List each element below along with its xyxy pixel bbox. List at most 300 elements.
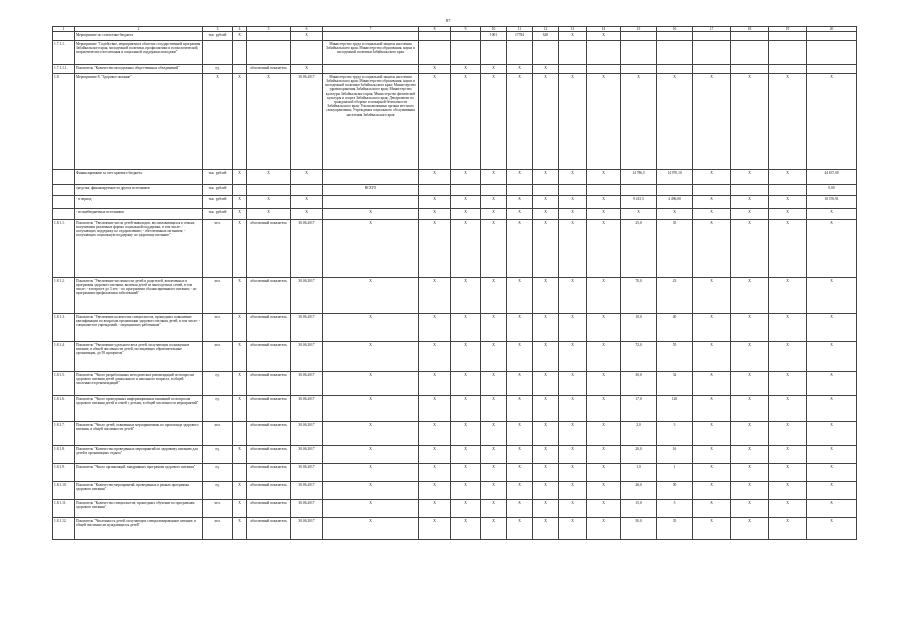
table-cell: Х xyxy=(233,209,247,220)
table-cell: Х xyxy=(731,170,769,185)
table-cell: 10 376,91 xyxy=(807,196,857,209)
table-cell: Х xyxy=(507,500,533,518)
table-cell: Х xyxy=(481,278,507,314)
table-cell: Х xyxy=(323,464,419,482)
table-cell: Х xyxy=(731,464,769,482)
table-cell: тыс. рублей xyxy=(203,185,233,196)
table-cell: абсолютный показатель xyxy=(247,446,291,464)
table-cell: Х xyxy=(587,372,621,396)
table-cell: Х xyxy=(233,446,247,464)
table-cell: Х xyxy=(507,314,533,342)
table-cell: Х xyxy=(291,170,323,185)
table-cell xyxy=(53,170,75,185)
table-cell: Х xyxy=(587,74,621,170)
table-cell: Показатель "Количество проведенных мероприятий по здоровому питанию для детей в организациях отдыха" xyxy=(75,446,203,464)
table-cell: Х xyxy=(451,278,481,314)
table-cell: Х xyxy=(419,518,451,540)
table-cell: 1.7.1.1. xyxy=(53,41,75,65)
table-cell: Показатель "Количество молодежных общественных объединений" xyxy=(75,65,203,74)
table-cell: Х xyxy=(587,396,621,422)
table-cell: Х xyxy=(481,314,507,342)
table-cell: Х xyxy=(559,372,587,396)
table-cell: Х xyxy=(419,314,451,342)
table-cell xyxy=(419,185,451,196)
table-cell: Х xyxy=(291,65,323,74)
table-cell: Х xyxy=(559,396,587,422)
table-cell: Х xyxy=(533,278,559,314)
table-cell: Показатель "Число разработанных методических рекомендаций по вопросам здорового питания детей дошкольного и школьного возраста, в общей численности рекомендаций" xyxy=(75,372,203,396)
table-cell: Х xyxy=(559,464,587,482)
table-row xyxy=(53,422,857,446)
table-cell: Х xyxy=(731,518,769,540)
table-cell: 2 496,00 xyxy=(657,196,693,209)
table-cell: ед. xyxy=(203,65,233,74)
table-cell: Х xyxy=(807,482,857,500)
table-cell: ед. xyxy=(203,396,233,422)
table-cell: Х xyxy=(323,220,419,278)
table-cell: Х xyxy=(533,314,559,342)
table-cell: Х xyxy=(559,74,587,170)
table-cell: 1.8.1.4. xyxy=(53,342,75,372)
table-cell: Х xyxy=(247,209,291,220)
table-cell: 3 xyxy=(657,422,693,446)
table-cell: Х xyxy=(451,396,481,422)
table-cell: Х xyxy=(481,220,507,278)
table-cell: Х xyxy=(451,464,481,482)
header-cell: 13 xyxy=(559,27,587,32)
table-cell: Х xyxy=(587,518,621,540)
table-cell: Х xyxy=(621,74,657,170)
table-cell: Х xyxy=(451,209,481,220)
table-row xyxy=(53,196,857,209)
table-cell xyxy=(507,185,533,196)
table-cell: 72,0 xyxy=(621,342,657,372)
table-cell: Х xyxy=(533,500,559,518)
table-cell: Х xyxy=(481,422,507,446)
table-cell: Х xyxy=(451,65,481,74)
table-cell: Х xyxy=(731,500,769,518)
table-cell: абсолютный показатель xyxy=(247,372,291,396)
table-cell: Х xyxy=(731,278,769,314)
table-cell: Х xyxy=(419,220,451,278)
table-cell: Х xyxy=(731,74,769,170)
table-cell: Х xyxy=(769,220,807,278)
indicators-table xyxy=(52,26,857,540)
table-cell: Х xyxy=(587,342,621,372)
table-cell xyxy=(731,185,769,196)
table-cell: чел. xyxy=(203,518,233,540)
table-cell: Х xyxy=(419,500,451,518)
table-cell: 35 xyxy=(657,220,693,278)
table-cell: Х xyxy=(731,482,769,500)
table-cell xyxy=(247,41,291,65)
table-cell: Х xyxy=(419,422,451,446)
table-cell xyxy=(621,32,657,41)
table-cell: 50 xyxy=(657,482,693,500)
table-cell xyxy=(533,41,559,65)
table-cell xyxy=(233,185,247,196)
table-cell: 14 786,5 xyxy=(621,170,657,185)
table-cell: Х xyxy=(323,278,419,314)
table-cell: Х xyxy=(769,342,807,372)
table-cell xyxy=(247,32,291,41)
table-cell: Х xyxy=(451,220,481,278)
table-cell: Х xyxy=(769,500,807,518)
header-cell: 5 xyxy=(247,27,291,32)
table-cell: 1.8.1.3. xyxy=(53,314,75,342)
table-cell: Х xyxy=(419,372,451,396)
table-cell: 23 xyxy=(657,278,693,314)
table-cell: Х xyxy=(323,396,419,422)
table-row xyxy=(53,396,857,422)
table-cell: Показатель "Число проведенных информационных кампаний по вопросам здорового питания детей и семей с детьми, в общей численности мероприятий" xyxy=(75,396,203,422)
table-cell: Х xyxy=(419,196,451,209)
table-cell: Х xyxy=(769,422,807,446)
table-cell: абсолютный показатель xyxy=(247,278,291,314)
table-cell xyxy=(507,41,533,65)
table-cell: Х xyxy=(507,196,533,209)
table-cell: 0,00 xyxy=(807,185,857,196)
table-cell: Х xyxy=(769,196,807,209)
table-cell: Х xyxy=(507,278,533,314)
table-cell xyxy=(587,185,621,196)
table-cell xyxy=(769,41,807,65)
table-cell: Х xyxy=(807,446,857,464)
table-row xyxy=(53,185,857,196)
table-cell xyxy=(481,185,507,196)
table-cell xyxy=(233,422,247,446)
table-cell xyxy=(769,185,807,196)
table-cell: Х xyxy=(693,464,731,482)
table-cell: Мероприятие 8. "Здоровое питание" xyxy=(75,74,203,170)
table-row xyxy=(53,500,857,518)
table-cell: Х xyxy=(533,196,559,209)
table-cell: 30.06.2017 xyxy=(291,464,323,482)
table-cell: Х xyxy=(807,464,857,482)
table-cell: Х xyxy=(731,314,769,342)
table-cell xyxy=(291,41,323,65)
table-cell: Х xyxy=(481,464,507,482)
table-row xyxy=(53,65,857,74)
table-cell: 1.8.1.12. xyxy=(53,518,75,540)
table-cell: Х xyxy=(731,446,769,464)
table-cell xyxy=(693,32,731,41)
table-cell xyxy=(693,41,731,65)
table-cell: 30.06.2017 xyxy=(291,446,323,464)
table-cell: Х xyxy=(533,74,559,170)
table-cell: Х xyxy=(419,65,451,74)
table-cell: Х xyxy=(693,278,731,314)
table-cell: Х xyxy=(533,170,559,185)
table-cell: Х xyxy=(233,220,247,278)
table-cell: Х xyxy=(419,278,451,314)
table-cell: Х xyxy=(807,342,857,372)
table-cell: - в период xyxy=(75,196,203,209)
table-cell: Х xyxy=(693,518,731,540)
table-cell: 32 xyxy=(657,372,693,396)
table-cell: Х xyxy=(559,342,587,372)
table-cell: Показатель "Число организаций, внедривших программы здорового питания" xyxy=(75,464,203,482)
table-cell: Х xyxy=(233,278,247,314)
table-cell: 30.06.2017 xyxy=(291,372,323,396)
table-cell: Х xyxy=(233,196,247,209)
table-cell: Х xyxy=(291,196,323,209)
table-cell: 10,0 xyxy=(621,314,657,342)
table-cell: Х xyxy=(233,342,247,372)
table-cell xyxy=(657,65,693,74)
table-cell: тыс. рублей xyxy=(203,170,233,185)
table-cell: Х xyxy=(769,209,807,220)
table-cell: 50,0 xyxy=(621,518,657,540)
table-cell: Х xyxy=(559,196,587,209)
table-cell: Х xyxy=(507,464,533,482)
table-cell: Х xyxy=(559,170,587,185)
table-cell xyxy=(731,65,769,74)
table-cell: Х xyxy=(507,220,533,278)
table-cell: 30.06.2017 xyxy=(291,342,323,372)
table-cell xyxy=(657,185,693,196)
table-cell: 20,0 xyxy=(621,446,657,464)
table-cell: Х xyxy=(323,482,419,500)
table-cell: 70,0 xyxy=(621,278,657,314)
table-cell: Х xyxy=(233,396,247,422)
table-cell: 35 xyxy=(657,518,693,540)
table-cell: Х xyxy=(731,220,769,278)
table-row xyxy=(53,464,857,482)
table-cell: Х xyxy=(587,482,621,500)
table-cell xyxy=(807,65,857,74)
table-cell xyxy=(419,32,451,41)
table-cell: Х xyxy=(587,314,621,342)
table-cell: Показатель "Увеличение численности детей и родителей, вовлеченных в программы здорового питания, включая детей из многодетных семей, в том числе: - в возрасте до 3 лет; - по программам сбалансированного питания; - по программам профилактики заболеваний" xyxy=(75,278,203,314)
table-cell xyxy=(693,65,731,74)
table-cell: 120 xyxy=(657,396,693,422)
table-cell: Х xyxy=(419,342,451,372)
table-cell: Х xyxy=(533,220,559,278)
table-row xyxy=(53,209,857,220)
table-cell: Х xyxy=(807,422,857,446)
table-cell: Х xyxy=(481,209,507,220)
table-cell xyxy=(451,185,481,196)
table-cell: Х xyxy=(559,482,587,500)
table-cell: 14 970,10 xyxy=(657,170,693,185)
table-cell: Х xyxy=(247,74,291,170)
table-cell: чел. xyxy=(203,314,233,342)
table-cell xyxy=(559,185,587,196)
table-cell: Х xyxy=(769,170,807,185)
table-cell xyxy=(53,209,75,220)
table-cell: Х xyxy=(693,342,731,372)
table-cell: Х xyxy=(769,314,807,342)
table-cell: Х xyxy=(693,209,731,220)
table-cell xyxy=(481,41,507,65)
table-cell: Х xyxy=(419,74,451,170)
table-cell: 17784 xyxy=(507,32,533,41)
table-cell xyxy=(731,32,769,41)
table-cell: Х xyxy=(657,209,693,220)
table-cell: Х xyxy=(559,209,587,220)
table-cell: Х xyxy=(323,518,419,540)
table-cell: абсолютный показатель xyxy=(247,500,291,518)
table-cell xyxy=(587,65,621,74)
table-cell: Х xyxy=(533,518,559,540)
table-cell: Х xyxy=(233,74,247,170)
table-cell: чел. xyxy=(203,220,233,278)
header-cell: 3 xyxy=(203,27,233,32)
table-cell: Х xyxy=(559,518,587,540)
table-cell xyxy=(533,185,559,196)
table-cell: Х xyxy=(419,170,451,185)
table-cell: тыс. рублей xyxy=(203,209,233,220)
table-cell: 9 415,5 xyxy=(621,196,657,209)
table-cell: Х xyxy=(451,482,481,500)
table-cell: Х xyxy=(587,32,621,41)
page-number: 87 xyxy=(446,18,451,23)
table-cell: 30.06.2017 xyxy=(291,74,323,170)
table-cell: Х xyxy=(559,500,587,518)
table-cell: - из внебюджетных источников xyxy=(75,209,203,220)
table-cell: 1.8.1.1. xyxy=(53,220,75,278)
table-cell: чел. xyxy=(203,422,233,446)
table-cell: Х xyxy=(233,482,247,500)
table-cell: 40 xyxy=(657,314,693,342)
table-cell: ед. xyxy=(203,464,233,482)
table-cell: Х xyxy=(807,372,857,396)
table-cell: Х xyxy=(621,209,657,220)
table-cell xyxy=(693,185,731,196)
table-cell: Х xyxy=(507,209,533,220)
table-cell: Х xyxy=(323,422,419,446)
table-cell: Х xyxy=(291,209,323,220)
table-cell: Х xyxy=(419,464,451,482)
table-row xyxy=(53,482,857,500)
table-cell: Х xyxy=(507,372,533,396)
table-cell: Х xyxy=(323,446,419,464)
table-cell: 1.8.1.8. xyxy=(53,446,75,464)
table-row xyxy=(53,446,857,464)
table-cell: Х xyxy=(533,422,559,446)
table-cell: Х xyxy=(769,518,807,540)
table-row xyxy=(53,518,857,540)
table-cell: 1001 xyxy=(481,32,507,41)
table-cell: 30,0 xyxy=(621,372,657,396)
table-cell: Показатель "Количество специалистов, прошедших обучение по программам здорового питания" xyxy=(75,500,203,518)
table-cell: ед. xyxy=(203,446,233,464)
table-cell: Х xyxy=(587,209,621,220)
table-cell: 1.8.1.2. xyxy=(53,278,75,314)
table-cell: Х xyxy=(559,32,587,41)
table-cell: абсолютный показатель xyxy=(247,422,291,446)
table-cell: Х xyxy=(323,314,419,342)
table-cell: Х xyxy=(559,314,587,342)
table-row xyxy=(53,372,857,396)
table-cell: Х xyxy=(451,422,481,446)
table-cell: Х xyxy=(533,372,559,396)
table-cell xyxy=(203,41,233,65)
table-cell: Х xyxy=(807,220,857,278)
table-cell: Х xyxy=(233,372,247,396)
table-cell: Х xyxy=(419,209,451,220)
table-cell: ед. xyxy=(203,372,233,396)
document-table-container xyxy=(52,26,852,622)
table-cell xyxy=(323,196,419,209)
header-cell: 18 xyxy=(731,27,769,32)
table-cell: 1.8.1.6. xyxy=(53,396,75,422)
table-cell: Х xyxy=(507,422,533,446)
table-cell: Х xyxy=(451,446,481,464)
table-cell: Х xyxy=(587,220,621,278)
table-cell: Х xyxy=(451,170,481,185)
table-cell xyxy=(247,185,291,196)
table-cell: Х xyxy=(587,278,621,314)
table-cell: Х xyxy=(693,482,731,500)
table-cell: 30.06.2017 xyxy=(291,396,323,422)
table-cell: Х xyxy=(533,342,559,372)
table-cell xyxy=(451,41,481,65)
table-cell: Х xyxy=(533,396,559,422)
header-cell: 12 xyxy=(533,27,559,32)
table-cell: 44 637,00 xyxy=(807,170,857,185)
table-cell xyxy=(323,170,419,185)
table-cell: Х xyxy=(507,518,533,540)
table-cell: Х xyxy=(807,209,857,220)
table-cell: Х xyxy=(807,278,857,314)
table-cell: Х xyxy=(481,170,507,185)
table-cell: Х xyxy=(323,209,419,220)
table-cell: ед. xyxy=(203,482,233,500)
table-cell: 1 xyxy=(657,464,693,482)
table-row xyxy=(53,74,857,170)
header-cell: 9 xyxy=(451,27,481,32)
table-cell: Х xyxy=(533,446,559,464)
table-cell xyxy=(621,65,657,74)
table-cell: 1.8.1.5. xyxy=(53,372,75,396)
table-cell xyxy=(53,32,75,41)
table-cell: Х xyxy=(657,74,693,170)
table-cell: Х xyxy=(233,518,247,540)
table-cell: Х xyxy=(731,342,769,372)
table-cell: Х xyxy=(693,170,731,185)
table-cell: Х xyxy=(451,74,481,170)
table-cell: Х xyxy=(807,314,857,342)
header-cell: 14 xyxy=(587,27,621,32)
table-cell: Х xyxy=(481,65,507,74)
table-cell: Х xyxy=(481,372,507,396)
table-cell: Х xyxy=(507,446,533,464)
table-cell: Х xyxy=(481,342,507,372)
table-cell: тыс. рублей xyxy=(203,196,233,209)
table-cell: Министерство труда и социальной защиты населения Забайкальского края; Министерство образования, науки и молодежной политики Забайкальского края xyxy=(323,41,419,65)
table-cell: Х xyxy=(731,209,769,220)
header-cell: 1 xyxy=(53,27,75,32)
table-cell xyxy=(587,41,621,65)
header-cell: 4 xyxy=(233,27,247,32)
table-cell xyxy=(233,41,247,65)
table-cell: абсолютный показатель xyxy=(247,314,291,342)
table-cell xyxy=(621,185,657,196)
table-cell: 30.06.2017 xyxy=(291,220,323,278)
table-cell: Х xyxy=(559,446,587,464)
table-cell: Х xyxy=(481,500,507,518)
table-cell: Х xyxy=(693,74,731,170)
table-cell: Х xyxy=(481,482,507,500)
table-cell: Финансирование за счет краевого бюджета xyxy=(75,170,203,185)
table-cell: Х xyxy=(769,446,807,464)
table-cell: Х xyxy=(731,372,769,396)
table-cell: Показатель "Количество мероприятий, проведенных в рамках программы здорового питания" xyxy=(75,482,203,500)
table-cell: абсолютный показатель xyxy=(247,396,291,422)
table-cell: Х xyxy=(587,196,621,209)
